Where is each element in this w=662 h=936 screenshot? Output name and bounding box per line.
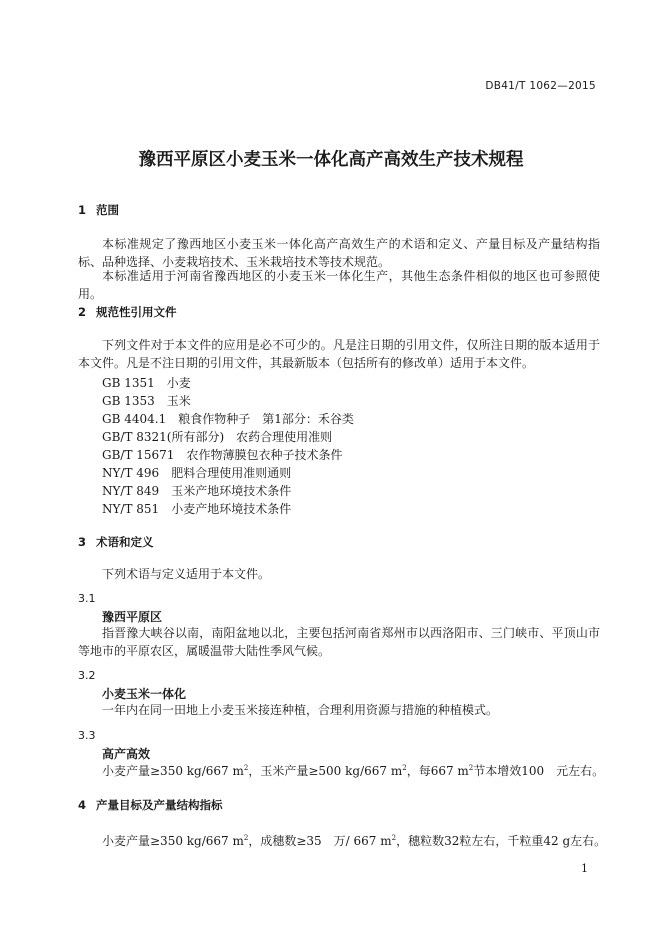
superscript: 2 [468, 764, 474, 772]
section-title: 范围 [96, 203, 119, 217]
page-number: 1 [581, 862, 588, 875]
section-2-heading [78, 304, 177, 320]
superscript: 2 [402, 764, 407, 772]
definition-text: ，玉米产量≥500 kg/667 m [248, 764, 403, 778]
paragraph-text: ，成穗数≥35 万/ 667 m [248, 834, 392, 848]
definition-text: 节本增效100 元左右。 [473, 764, 605, 778]
superscript: 2 [391, 834, 397, 842]
reference-item: NY/T 496 肥料合理使用准则通则 [102, 466, 292, 480]
term-3-1-title: 豫西平原区 [102, 610, 163, 624]
section-2-paragraph-1: 下列文件对于本文件的应用是必不可少的。凡是注日期的引用文件，仅所注日期的版本适用于本文件。凡是不注日期的引用文件，其最新版本（包括所有的修改单）适用于本文件。 [78, 338, 600, 370]
section-3-intro: 下列术语与定义适用于本文件。 [102, 567, 271, 581]
term-3-2-definition: 一年内在同一田地上小麦玉米接连种植，合理利用资源与措施的种植模式。 [102, 703, 499, 717]
paragraph-text: 小麦产量≥350 kg/667 m [102, 834, 244, 848]
section-1-paragraph-2: 本标准适用于河南省豫西地区的小麦玉米一体化生产，其他生态条件相似的地区也可参照使用。 [78, 269, 600, 301]
definition-text: 小麦产量≥350 kg/667 m [102, 764, 244, 778]
document-title: 豫西平原区小麦玉米一体化高产高效生产技术规程 [138, 150, 524, 170]
section-4-heading [78, 797, 223, 813]
reference-item: NY/T 849 玉米产地环境技术条件 [102, 484, 292, 498]
section-number: 2 [78, 305, 87, 319]
reference-item: NY/T 851 小麦产地环境技术条件 [102, 502, 292, 516]
section-title: 规范性引用文件 [96, 305, 177, 319]
reference-item: GB/T 15671 农作物薄膜包衣种子技术条件 [102, 448, 343, 462]
reference-item: GB 1353 玉米 [102, 394, 191, 408]
term-3-3-definition [102, 762, 604, 780]
superscript: 2 [243, 834, 249, 842]
superscript: 2 [243, 764, 249, 772]
section-4-paragraph-1 [102, 832, 606, 850]
section-3-heading [78, 534, 154, 550]
section-number: 4 [78, 798, 87, 812]
section-1-heading [78, 202, 119, 218]
section-title: 术语和定义 [96, 535, 154, 549]
reference-item: GB 1351 小麦 [102, 376, 191, 390]
term-3-2-title: 小麦玉米一体化 [102, 687, 187, 701]
term-3-1-definition: 指晋豫大峡谷以南，南阳盆地以北，主要包括河南省郑州市以西洛阳市、三门峡市、平顶山市等地市的平原农区，属暖温带大陆性季风气候。 [78, 626, 600, 658]
reference-item: GB/T 8321(所有部分) 农药合理使用准则 [102, 430, 333, 444]
document-number: DB41/T 1062—2015 [485, 80, 596, 92]
term-3-3-number: 3.3 [78, 729, 96, 742]
term-3-1-number: 3.1 [78, 592, 96, 605]
definition-text: ，每667 m [406, 764, 469, 778]
reference-item: GB 4404.1 粮食作物种子 第1部分：禾谷类 [102, 412, 354, 426]
term-3-3-title: 高产高效 [102, 747, 151, 761]
section-number: 1 [78, 203, 87, 217]
section-1-paragraph-1: 本标准规定了豫西地区小麦玉米一体化高产高效生产的术语和定义、产量目标及产量结构指标、品种选择、小麦栽培技术、玉米栽培技术等技术规范。 [78, 237, 600, 269]
paragraph-text: ，穗粒数32粒左右，千粒重42 g左右。 [396, 834, 607, 848]
term-3-2-number: 3.2 [78, 669, 96, 682]
section-number: 3 [78, 535, 87, 549]
section-title: 产量目标及产量结构指标 [96, 798, 223, 812]
